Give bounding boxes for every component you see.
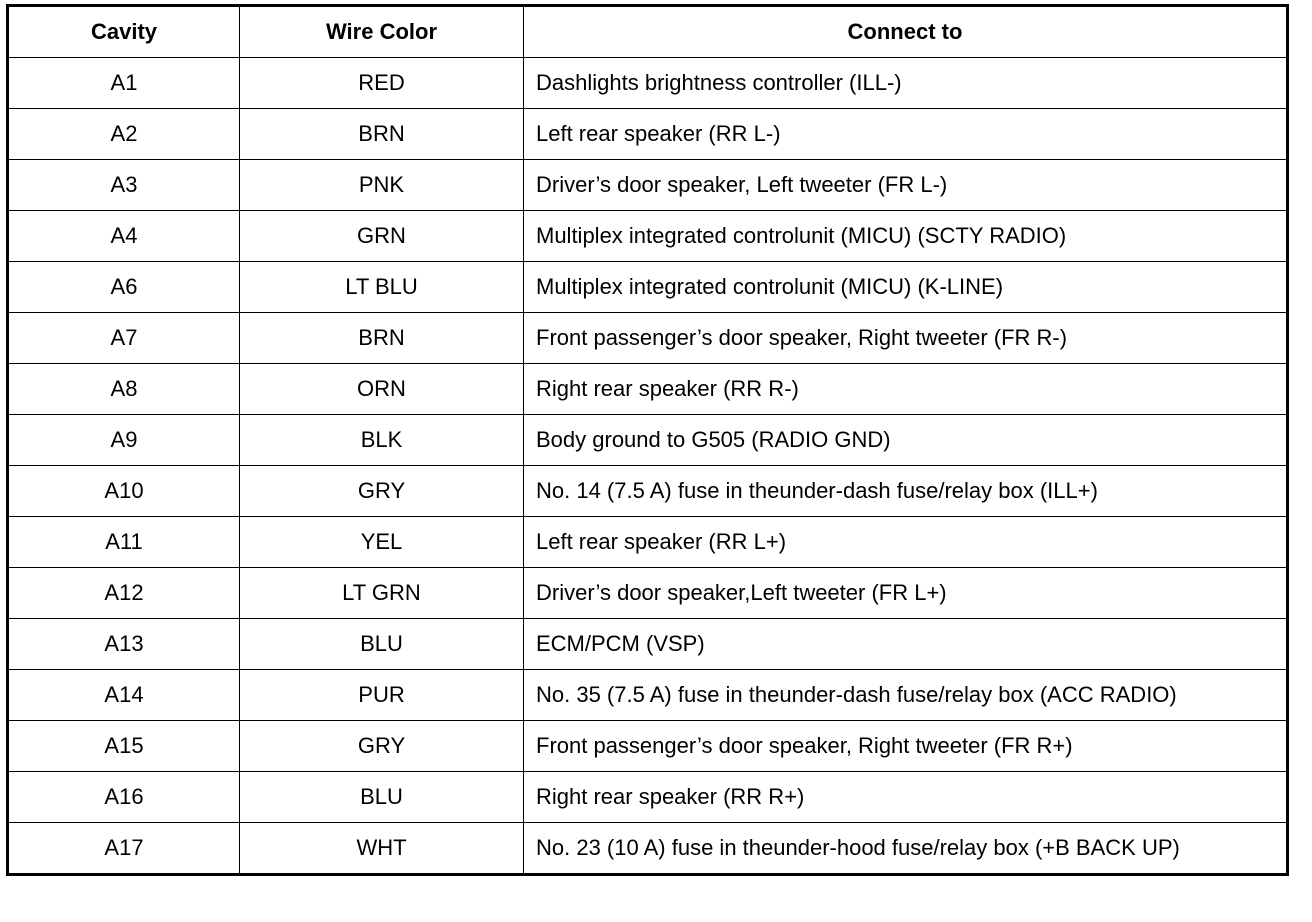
wire-color-cell: GRY: [240, 466, 524, 517]
wire-color-cell: BRN: [240, 109, 524, 160]
table-row: [8, 772, 1288, 823]
cavity-cell: A3: [8, 160, 240, 211]
table-row: [8, 313, 1288, 364]
cavity-cell: A14: [8, 670, 240, 721]
table-row: [8, 619, 1288, 670]
cavity-cell: A9: [8, 415, 240, 466]
wire-color-cell: YEL: [240, 517, 524, 568]
wire-color-cell: PNK: [240, 160, 524, 211]
header-row: [8, 6, 1288, 58]
table-row: [8, 670, 1288, 721]
wire-color-cell: BLK: [240, 415, 524, 466]
connect-to-cell: Dashlights brightness controller (ILL-): [524, 58, 1288, 109]
connect-to-cell: Front passenger’s door speaker, Right tweeter (FR R-): [524, 313, 1288, 364]
table-row: [8, 568, 1288, 619]
connect-to-cell: Driver’s door speaker,Left tweeter (FR L+): [524, 568, 1288, 619]
table-row: [8, 160, 1288, 211]
cavity-cell: A13: [8, 619, 240, 670]
table-row: [8, 517, 1288, 568]
table-row: [8, 364, 1288, 415]
connect-to-cell: No. 14 (7.5 A) fuse in theunder-dash fuse/relay box (ILL+): [524, 466, 1288, 517]
wire-color-cell: LT GRN: [240, 568, 524, 619]
wire-color-cell: PUR: [240, 670, 524, 721]
table-row: [8, 58, 1288, 109]
connect-to-cell: ECM/PCM (VSP): [524, 619, 1288, 670]
connect-to-cell: Right rear speaker (RR R+): [524, 772, 1288, 823]
table-row: [8, 721, 1288, 772]
cavity-cell: A8: [8, 364, 240, 415]
connect-to-cell: Multiplex integrated controlunit (MICU) (K-LINE): [524, 262, 1288, 313]
wire-color-cell: ORN: [240, 364, 524, 415]
wire-color-cell: WHT: [240, 823, 524, 875]
table-row: [8, 211, 1288, 262]
cavity-cell: A4: [8, 211, 240, 262]
cavity-cell: A7: [8, 313, 240, 364]
wire-color-cell: BLU: [240, 619, 524, 670]
table-row: [8, 109, 1288, 160]
table-row: [8, 466, 1288, 517]
connector-pinout-table: [6, 4, 1289, 876]
table-row: [8, 415, 1288, 466]
header-wire-color: Wire Color: [240, 6, 524, 58]
cavity-cell: A10: [8, 466, 240, 517]
header-cavity: Cavity: [8, 6, 240, 58]
table-row: [8, 262, 1288, 313]
cavity-cell: A11: [8, 517, 240, 568]
cavity-cell: A17: [8, 823, 240, 875]
connect-to-cell: Driver’s door speaker, Left tweeter (FR L-): [524, 160, 1288, 211]
connect-to-cell: Left rear speaker (RR L+): [524, 517, 1288, 568]
cavity-cell: A6: [8, 262, 240, 313]
connect-to-cell: Front passenger’s door speaker, Right tweeter (FR R+): [524, 721, 1288, 772]
wire-color-cell: BRN: [240, 313, 524, 364]
header-connect-to: Connect to: [524, 6, 1288, 58]
connect-to-cell: No. 35 (7.5 A) fuse in theunder-dash fuse/relay box (ACC RADIO): [524, 670, 1288, 721]
connect-to-cell: Left rear speaker (RR L-): [524, 109, 1288, 160]
cavity-cell: A2: [8, 109, 240, 160]
cavity-cell: A1: [8, 58, 240, 109]
cavity-cell: A12: [8, 568, 240, 619]
wire-color-cell: GRY: [240, 721, 524, 772]
table-body: [8, 58, 1288, 875]
connect-to-cell: Right rear speaker (RR R-): [524, 364, 1288, 415]
cavity-cell: A16: [8, 772, 240, 823]
connect-to-cell: Multiplex integrated controlunit (MICU) (SCTY RADIO): [524, 211, 1288, 262]
connect-to-cell: Body ground to G505 (RADIO GND): [524, 415, 1288, 466]
wire-color-cell: GRN: [240, 211, 524, 262]
cavity-cell: A15: [8, 721, 240, 772]
wire-color-cell: BLU: [240, 772, 524, 823]
connect-to-cell: No. 23 (10 A) fuse in theunder-hood fuse/relay box (+B BACK UP): [524, 823, 1288, 875]
wire-color-cell: LT BLU: [240, 262, 524, 313]
table-row: [8, 823, 1288, 875]
wire-color-cell: RED: [240, 58, 524, 109]
